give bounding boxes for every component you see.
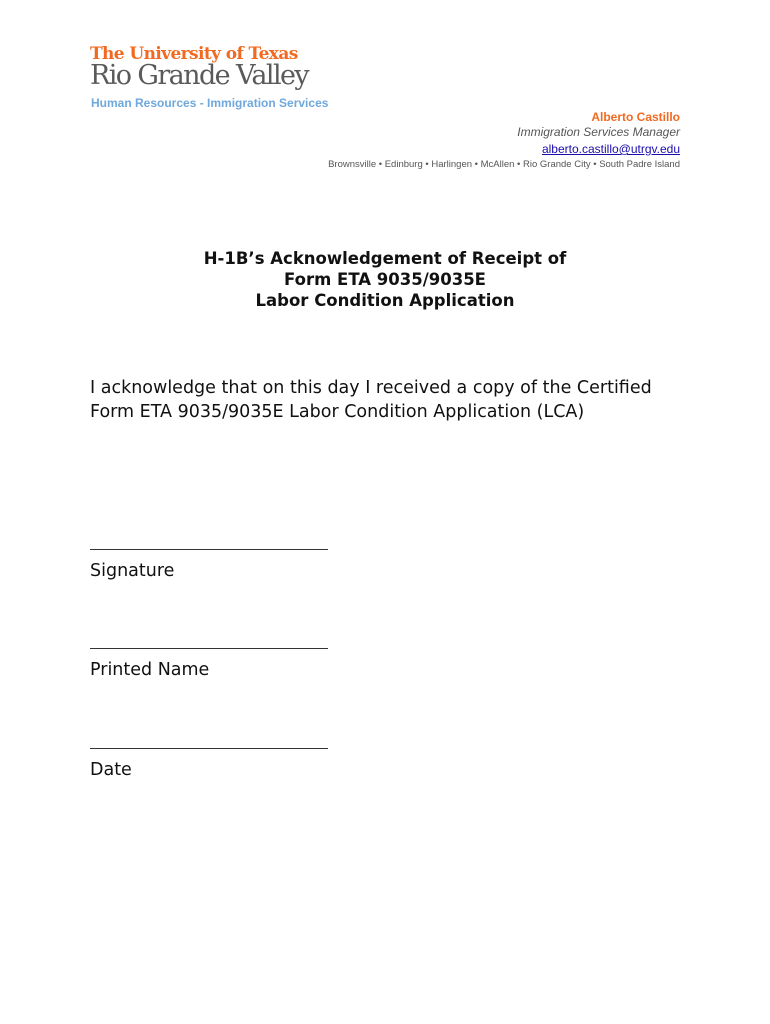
contact-name: Alberto Castillo — [591, 110, 680, 124]
logo-university-text: The University of Texas — [90, 44, 298, 64]
printed-name-line[interactable] — [90, 648, 328, 649]
body-line: I acknowledge that on this day I received a copy of the Certified — [90, 378, 652, 398]
department-name: Human Resources - Immigration Services — [91, 96, 329, 110]
title-line: Labor Condition Application — [255, 291, 515, 310]
document-title — [0, 248, 770, 311]
contact-block — [328, 110, 680, 171]
title-line: H-1B’s Acknowledgement of Receipt of — [203, 249, 567, 268]
body-line: Form ETA 9035/9035E Labor Condition Application (LCA) — [90, 402, 585, 422]
contact-title: Immigration Services Manager — [517, 125, 680, 139]
contact-email-link[interactable]: alberto.castillo@utrgv.edu — [541, 142, 680, 156]
title-line: Form ETA 9035/9035E — [284, 270, 486, 289]
logo-campus-text: Rio Grande Valley — [90, 60, 309, 91]
date-label: Date — [90, 760, 132, 780]
printed-name-label: Printed Name — [90, 660, 210, 680]
utrgv-logo — [90, 44, 308, 90]
acknowledgement-text — [90, 376, 710, 424]
signature-line[interactable] — [90, 549, 328, 550]
date-field — [90, 748, 328, 781]
date-line[interactable] — [90, 748, 328, 749]
signature-field — [90, 549, 328, 582]
signature-label: Signature — [90, 561, 175, 581]
campus-cities: Brownsville • Edinburg • Harlingen • McAllen • Rio Grande City • South Padre Island — [328, 159, 680, 170]
printed-name-field — [90, 648, 328, 681]
